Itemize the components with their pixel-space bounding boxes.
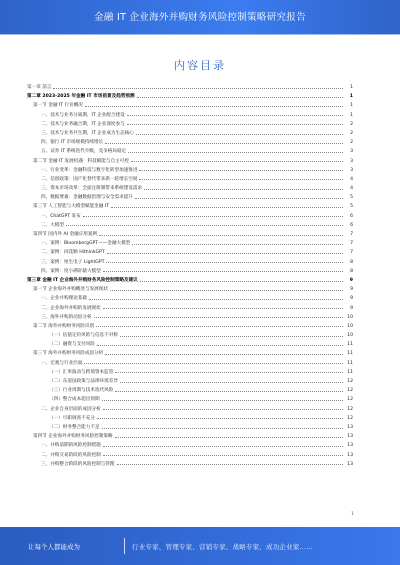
toc-entry-text: 第二章 2023-2025 年金融 IT 市场前景及趋势预测: [27, 94, 135, 100]
footer-slogan: 让每个人都能成为: [28, 543, 80, 551]
toc-leader-dots: [120, 379, 343, 383]
toc-entry-page: 6: [350, 222, 353, 228]
toc-leader-dots: [97, 342, 343, 346]
toc-entry-text: 第一节 企业海外并购概述与发展现状: [33, 287, 108, 293]
toc-leader-dots: [144, 186, 343, 190]
toc-entry[interactable]: [27, 441, 353, 450]
toc-leader-dots: [84, 360, 343, 364]
toc-entry-text: 二、并购交易阶段的风险控制: [41, 452, 101, 458]
toc-entry-page: 2: [350, 140, 353, 146]
footer-tagline: 行业专家、管理专家、营销专家、战略专家、成功企业家……: [132, 543, 313, 551]
toc-entry-text: 第二节 海外并购财务风险识别: [33, 323, 95, 329]
toc-entry-page: 9: [350, 296, 353, 302]
toc-entry-text: 二、企业自身层面的成因分析: [41, 406, 101, 412]
toc-entry[interactable]: [27, 451, 353, 460]
toc-entry[interactable]: [27, 92, 353, 101]
toc-entry-page: 1: [350, 103, 353, 109]
toc-entry-page: 9: [350, 305, 353, 311]
toc-entry-text: 一、行业变革：金融科技与数字化转型加速推进: [41, 167, 138, 173]
toc-entry-text: 二、案例：同花顺 HithinkGPT: [41, 250, 105, 256]
toc-leader-dots: [66, 222, 343, 226]
toc-entry-page: 12: [347, 415, 353, 421]
toc-entry[interactable]: [27, 340, 353, 349]
toc-entry-text: （一）尽职调查不充分: [49, 415, 95, 421]
toc-leader-dots: [103, 452, 343, 456]
toc-entry-page: 12: [347, 397, 353, 403]
toc-leader-dots: [110, 287, 343, 291]
toc-leader-dots: [106, 259, 343, 263]
toc-leader-dots: [103, 443, 343, 447]
toc-entry[interactable]: [27, 368, 353, 377]
toc-entry-page: 7: [350, 232, 353, 237]
toc-entry[interactable]: [27, 405, 353, 414]
toc-leader-dots: [139, 176, 343, 180]
toc-entry[interactable]: [27, 322, 353, 331]
header-divider: [0, 34, 400, 35]
toc-leader-dots: [103, 268, 343, 272]
toc-entry-page: 6: [350, 213, 353, 219]
toc-entry-page: 3: [350, 158, 353, 164]
toc-entry[interactable]: [27, 313, 353, 322]
footer-bar: [0, 527, 400, 565]
toc-entry-page: 8: [350, 259, 353, 265]
toc-leader-dots: [83, 213, 343, 217]
toc-entry-text: 二、技术与业务融合期，IT 企业深度参与: [41, 121, 125, 127]
toc-leader-dots: [136, 131, 343, 135]
toc-entry-text: （二）东道国政策与法律环境差异: [49, 379, 118, 384]
toc-entry-page: 11: [347, 342, 353, 348]
toc-leader-dots: [97, 415, 343, 419]
toc-leader-dots: [105, 351, 343, 355]
toc-entry-text: 第一节 金融 IT 行业概况: [33, 103, 83, 109]
toc-leader-dots: [117, 461, 343, 465]
toc-entry-page: 3: [350, 149, 353, 155]
toc-entry[interactable]: [27, 386, 353, 395]
toc-entry-text: 一、宏观与行业层面: [41, 360, 83, 366]
toc-leader-dots: [102, 397, 343, 401]
toc-entry-text: 三、技术与业务共生期，IT 企业成为生态核心: [41, 130, 134, 136]
toc-entry-page: 9: [350, 287, 353, 293]
toc-entry-page: 4: [350, 186, 353, 192]
toc-entry-page: 5: [350, 204, 353, 210]
page-number: 1: [351, 512, 354, 517]
toc-entry[interactable]: [27, 101, 353, 110]
toc-entry[interactable]: [27, 138, 353, 147]
toc-entry[interactable]: [27, 258, 353, 267]
toc-entry-text: 第三节 人工智能与大模型赋能金融 IT: [33, 204, 109, 210]
toc-entry-page: 9: [349, 277, 353, 283]
toc-entry-page: 10: [347, 314, 353, 320]
toc-entry-text: 一、并购前期的风险控制措施: [41, 443, 101, 449]
toc-entry-text: 第三章 金融 IT 企业海外并购财务风险控制策略及建议: [27, 277, 138, 283]
toc-entry-text: 二、信创政策：国产化替代带来新一轮增长空间: [41, 176, 138, 182]
toc-leader-dots: [131, 158, 343, 162]
toc-leader-dots: [127, 121, 343, 125]
toc-entry[interactable]: [27, 147, 353, 156]
toc-entry-text: （二）财务整合能力不足: [49, 424, 100, 430]
toc-entry[interactable]: [27, 221, 353, 230]
toc-entry[interactable]: [27, 267, 353, 276]
toc-entry[interactable]: [27, 460, 353, 469]
toc-entry[interactable]: [27, 285, 353, 294]
toc-entry[interactable]: [27, 294, 353, 303]
toc-entry-text: （一）估值定价风险与信息不对称: [49, 333, 118, 339]
toc-entry[interactable]: [27, 248, 353, 257]
toc-entry-page: 12: [347, 406, 353, 412]
toc-entry[interactable]: [27, 166, 353, 175]
toc-leader-dots: [103, 305, 343, 309]
toc-entry-page: 13: [347, 443, 353, 449]
toc-entry-page: 2: [350, 121, 353, 127]
toc-entry-page: 3: [350, 167, 353, 173]
toc-entry-page: 4: [350, 176, 353, 182]
toc-entry[interactable]: [27, 193, 353, 202]
toc-entry[interactable]: [27, 230, 353, 239]
toc-entry-page: 8: [350, 268, 353, 274]
toc-entry-text: 一、技术与业务分离期，IT 企业配合建设: [41, 112, 125, 118]
toc-entry[interactable]: [27, 423, 353, 432]
toc-leader-dots: [99, 232, 343, 236]
toc-entry-page: 10: [347, 323, 353, 329]
footer-divider: [124, 538, 125, 554]
toc-leader-dots: [111, 204, 343, 208]
toc-leader-dots: [137, 94, 343, 98]
toc-entry-text: （一）汇率波动与跨境资本监管: [49, 369, 114, 375]
toc-leader-dots: [127, 112, 343, 116]
toc-entry-text: 三、资本市场改革：全面注册制带来系统建设需求: [41, 186, 143, 192]
toc-leader-dots: [94, 314, 343, 318]
toc-entry-page: 2: [350, 130, 353, 136]
toc-entry-text: 四、银行 IT 市场规模持续增长: [41, 140, 104, 146]
toc-entry[interactable]: [27, 157, 353, 166]
toc-entry-page: 11: [347, 351, 353, 357]
toc-entry-text: 三、并购整合阶段的风险控制与管理: [41, 461, 115, 467]
toc-leader-dots: [102, 425, 343, 429]
toc-entry[interactable]: [27, 83, 353, 92]
toc-entry-page: 13: [347, 434, 353, 440]
toc-leader-dots: [103, 406, 343, 410]
toc-entry[interactable]: [27, 111, 353, 120]
toc-leader-dots: [140, 278, 343, 282]
toc-leader-dots: [107, 250, 343, 254]
toc-entry-page: 7: [350, 241, 353, 247]
toc-entry-text: 三、海外并购的动因分析: [41, 314, 92, 320]
toc-entry-page: 1: [350, 85, 353, 90]
toc-entry-text: 二、企业海外并购的发展现状: [41, 305, 101, 311]
toc-entry-text: 三、案例：恒生电子 LightGPT: [41, 259, 105, 265]
toc-entry[interactable]: [27, 239, 353, 248]
toc-entry[interactable]: [27, 432, 353, 441]
toc-entry-text: 一、企业并购理论基础: [41, 296, 87, 302]
toc-entry-text: 第二节 金融 IT 发展机遇：科技赋能与自主可控: [33, 158, 129, 164]
toc-entry-text: 二、大模型: [41, 222, 64, 228]
toc-entry[interactable]: [27, 395, 353, 404]
toc-leader-dots: [85, 103, 343, 107]
toc-entry[interactable]: [27, 331, 353, 340]
toc-entry-text: 五、证券 IT 系统迭代升级，竞争格局稳定: [41, 149, 127, 155]
toc-leader-dots: [128, 149, 343, 153]
toc-entry[interactable]: [27, 120, 353, 129]
toc-entry[interactable]: [27, 349, 353, 358]
toc-entry-text: （二）融资与支付风险: [49, 342, 95, 348]
header-bar: [0, 0, 400, 34]
toc-entry-page: 10: [347, 333, 353, 339]
toc-entry-text: 第四节 国内外 AI 金融应用案例: [33, 232, 98, 237]
toc-entry-page: 12: [347, 388, 353, 394]
toc-leader-dots: [139, 167, 343, 171]
toc-entry-text: 四、数据要素：金融数据治理与安全需求提升: [41, 195, 133, 201]
toc-entry-text: 第一章 前言: [27, 85, 52, 90]
toc-leader-dots: [53, 85, 343, 89]
toc-entry-page: 13: [347, 452, 353, 458]
toc-leader-dots: [132, 241, 343, 245]
toc-entry-text: 一、案例：BloombergGPT——金融大模型: [41, 241, 131, 247]
toc-entry-text: （三）行业周期与技术迭代风险: [49, 388, 114, 394]
toc-leader-dots: [96, 323, 343, 327]
toc-leader-dots: [89, 296, 343, 300]
table-of-contents: [27, 83, 353, 469]
toc-leader-dots: [120, 333, 343, 337]
toc-entry[interactable]: [27, 377, 353, 386]
toc-entry[interactable]: [27, 184, 353, 193]
toc-entry[interactable]: [27, 414, 353, 423]
toc-entry[interactable]: [27, 202, 353, 211]
toc-leader-dots: [115, 388, 343, 392]
toc-leader-dots: [115, 434, 343, 438]
toc-entry-page: 11: [347, 369, 353, 375]
toc-entry-text: 四、案例：度小满轩辕大模型: [41, 268, 101, 274]
toc-entry-text: （四）整合成本超出预期: [49, 397, 100, 403]
toc-entry-page: 1: [349, 94, 353, 100]
toc-entry-page: 12: [347, 379, 353, 384]
toc-leader-dots: [115, 369, 343, 373]
toc-entry-text: 一、ChatGPT 发布: [41, 213, 81, 219]
toc-entry-page: 1: [350, 112, 353, 118]
toc-entry[interactable]: [27, 129, 353, 138]
toc-entry[interactable]: [27, 212, 353, 221]
toc-entry[interactable]: [27, 276, 353, 285]
toc-heading: 内容目录: [174, 59, 226, 72]
toc-entry-page: 5: [350, 195, 353, 201]
toc-entry[interactable]: [27, 359, 353, 368]
toc-leader-dots: [135, 195, 343, 199]
toc-entry[interactable]: [27, 304, 353, 313]
toc-entry-page: 13: [347, 424, 353, 430]
toc-entry[interactable]: [27, 175, 353, 184]
toc-entry-text: 第四节 企业海外并购财务风险控制策略: [33, 434, 113, 440]
toc-entry-page: 7: [350, 250, 353, 256]
toc-entry-page: 13: [347, 461, 353, 467]
toc-entry-page: 11: [347, 360, 353, 366]
toc-entry-text: 第三节 海外并购财务风险成因分析: [33, 351, 104, 357]
report-title: 金融 IT 企业海外并购财务风险控制策略研究报告: [94, 12, 306, 23]
toc-leader-dots: [105, 140, 343, 144]
